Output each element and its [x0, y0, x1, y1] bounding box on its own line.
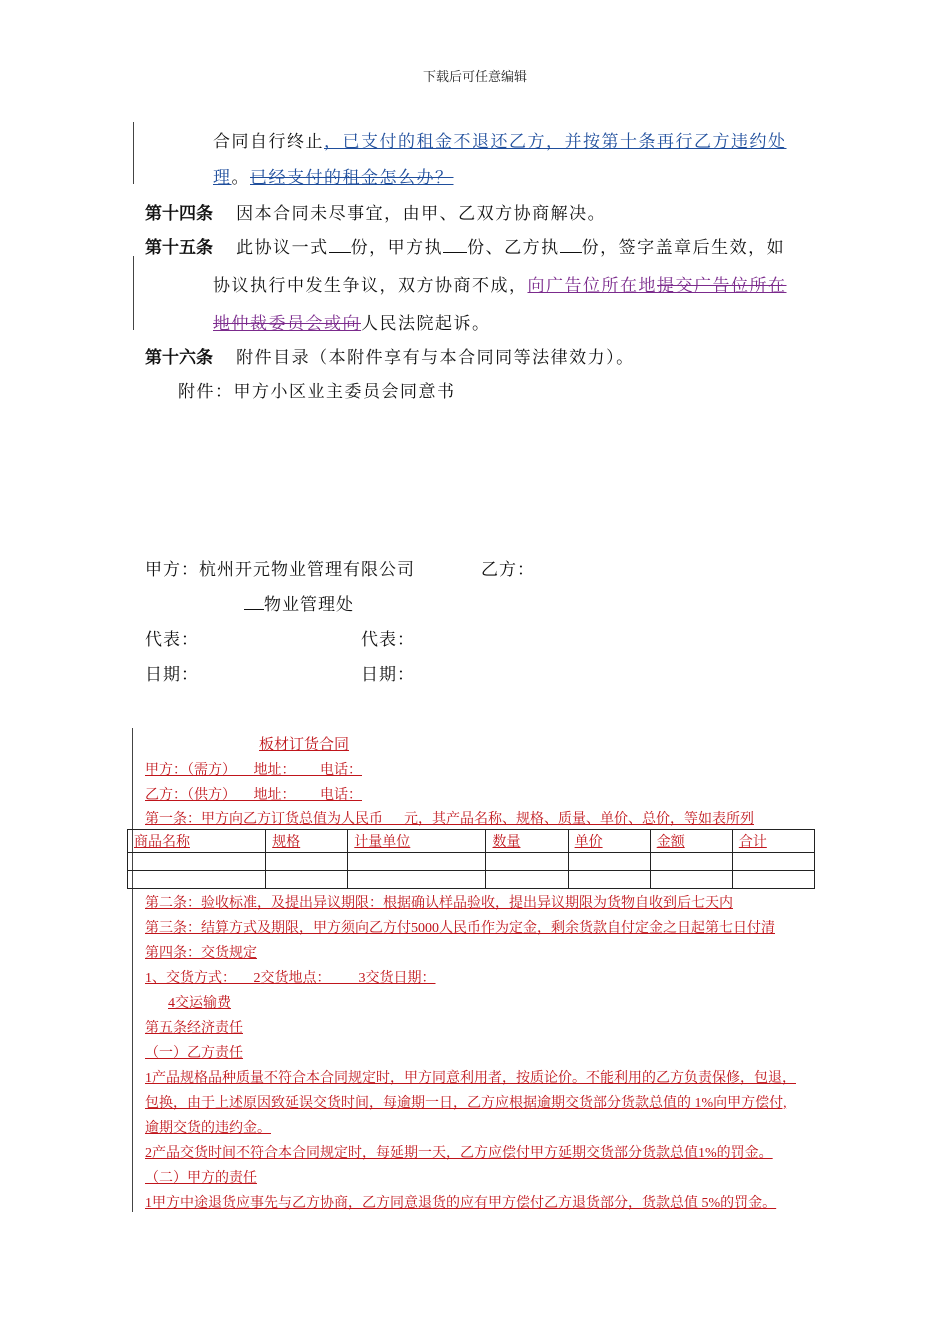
party-a-label: 甲方： [145, 560, 199, 580]
contract2-title: 板材订货合同 [259, 737, 350, 753]
clause15-line1 [145, 233, 785, 258]
contract2-article5: 第五条经济责任 [145, 1021, 243, 1036]
contract2-article1: 第一条：甲方向乙方订货总值为人民币 元，其产品名称、规格、质量、单价、总价，等如表所列 [145, 812, 754, 827]
contract2-article4: 第四条：交货规定 [145, 946, 257, 961]
table-header-cell: 合计 [732, 830, 814, 853]
table-cell [650, 853, 732, 871]
table-cell [568, 871, 650, 889]
contract2-article3: 第三条：结算方式及期限，甲方须向乙方付5000人民币作为定金，剩余货款自付定金之日起第七日付清 [145, 921, 775, 936]
party-a-line [145, 555, 415, 580]
party-a-dept: 物业管理处 [264, 595, 354, 615]
table-row [128, 853, 815, 871]
table-header-cell: 规格 [266, 830, 348, 853]
table-cell [732, 871, 814, 889]
contract2-delivery1: 1、交货方式： 2交货地点： 3交货日期： [145, 971, 436, 986]
clause14-text: 因本合同未尽事宜，由甲、乙双方协商解决。 [236, 204, 607, 224]
clause13-deleted-comment: 已经支付的租金怎么办？ [250, 168, 454, 188]
table-cell [128, 853, 266, 871]
table-cell [486, 871, 568, 889]
party-a-dept-line [244, 590, 354, 615]
revision-bar [133, 256, 134, 330]
clause15-t1: 此协议一式 [236, 238, 329, 258]
blank-party-b-copies [560, 237, 582, 253]
contract2-para1-line3: 逾期交货的违约金。 [145, 1121, 271, 1136]
contract2-section1: （一）乙方责任 [145, 1046, 243, 1061]
clause15-line3 [213, 309, 491, 334]
clause16-number: 第十六条 [145, 348, 213, 368]
clause15-deletion-cont: 地仲裁委员会或向 [213, 314, 361, 334]
table-cell [266, 871, 348, 889]
clause15-line2 [213, 271, 787, 296]
contract2-para1-line1: 1产品规格品种质量不符合本合同规定时，甲方同意利用者，按质论价。不能利用的乙方负责保修，包退， [145, 1071, 796, 1086]
table-cell [348, 871, 486, 889]
contract2-section2: （二）甲方的责任 [145, 1171, 257, 1186]
table-cell [266, 853, 348, 871]
revision-bar [132, 728, 133, 1212]
clause15-line2-prefix: 协议执行中发生争议，双方协商不成， [213, 276, 528, 296]
party-a-name: 杭州开元物业管理有限公司 [199, 560, 415, 580]
contract2-para2: 2产品交货时间不符合本合同规定时，每延期一天，乙方应偿付甲方延期交货部分货款总值1%的罚金。 [145, 1146, 773, 1161]
table-cell [650, 871, 732, 889]
contract2-para1-line2: 包换，由于上述原因致延误交货时间，每逾期一日，乙方应根据逾期交货部分货款总值的 1%向甲方偿付, [145, 1096, 787, 1111]
table-cell [732, 853, 814, 871]
table-cell [486, 853, 568, 871]
date-b: 日期： [361, 665, 415, 685]
table-cell [128, 871, 266, 889]
blank-copies [329, 237, 351, 253]
blank-dept [244, 594, 264, 610]
table-cell [348, 853, 486, 871]
clause15-t3: 份、乙方执 [467, 238, 560, 258]
clause13-insertion: ，已支付的租金不退还乙方，并按第十条再行乙方违约处 [324, 132, 787, 152]
clause15-t2: 份，甲方执 [350, 238, 444, 258]
clause14 [145, 199, 606, 224]
clause15-number: 第十五条 [145, 238, 213, 258]
contract2-delivery2: 4交运输费 [168, 996, 231, 1011]
revision-bar [133, 122, 134, 184]
rep-b: 代表： [361, 630, 415, 650]
contract2-party-b: 乙方：（供方） 地址： 电话： [145, 788, 362, 803]
clause13-insertion-end: 理 [213, 168, 232, 188]
clause13-line1 [213, 127, 787, 152]
clause15-t4: 份，签字盖章后生效，如 [581, 238, 786, 258]
table-header-cell: 商品名称 [128, 830, 266, 853]
attachment-line: 附件：甲方小区业主委员会同意书 [178, 382, 456, 402]
clause14-number: 第十四条 [145, 204, 213, 224]
table-header-cell: 计量单位 [348, 830, 486, 853]
date-a: 日期： [145, 665, 199, 685]
clause13-line2 [213, 163, 454, 188]
table-row [128, 871, 815, 889]
rep-a: 代表： [145, 630, 199, 650]
clause15-line3-suffix: 人民法院起诉。 [361, 314, 491, 334]
clause15-deletion: 提交广告位所在 [657, 276, 787, 296]
contract2-article2: 第二条：验收标准，及提出异议期限：根据确认样品验收，提出异议期限为货物自收到后七天内 [145, 896, 733, 911]
party-b-label: 乙方： [481, 560, 535, 580]
clause15-insertion: 向广告位所在地 [527, 276, 657, 296]
clause16-text: 附件目录（本附件享有与本合同同等法律效力）。 [236, 348, 635, 368]
table-header-row [128, 830, 815, 853]
table-cell [568, 853, 650, 871]
contract2-party-a: 甲方：（需方） 地址： 电话： [145, 763, 362, 778]
goods-table [127, 829, 815, 889]
table-header-cell: 数量 [486, 830, 568, 853]
clause13-prefix: 合同自行终止 [213, 132, 324, 152]
table-header-cell: 金额 [650, 830, 732, 853]
page-header: 下载后可任意编辑 [422, 70, 527, 85]
table-header-cell: 单价 [568, 830, 650, 853]
clause16 [145, 343, 635, 368]
clause13-period: 。 [231, 168, 250, 188]
contract2-para3: 1甲方中途退货应事先与乙方协商，乙方同意退货的应有甲方偿付乙方退货部分，货款总值 5%的罚金。 [145, 1196, 777, 1211]
blank-party-a-copies [443, 237, 467, 253]
